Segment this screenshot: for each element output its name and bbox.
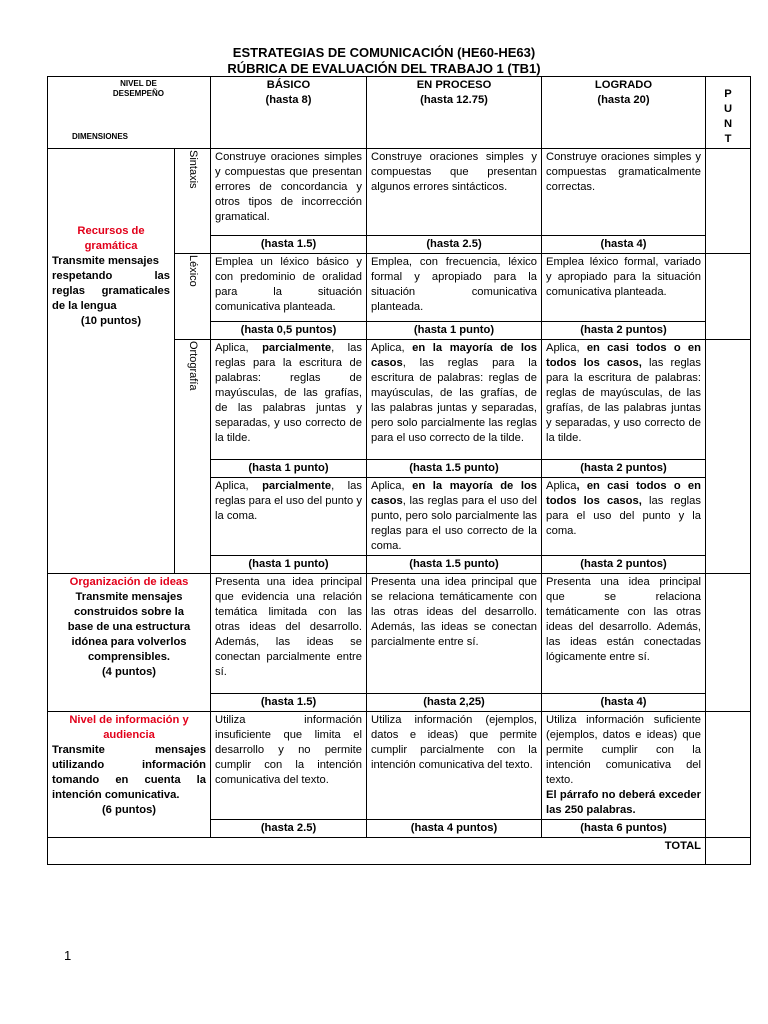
sintaxis-row — [48, 149, 751, 236]
ortografia-1-basico: Aplica, parcialmente, las reglas para la escritura de palabras: reglas de mayúsculas, de las grafías, de las palabras juntas y separadas, y uso correcto de la tilde. — [211, 340, 367, 460]
organizacion-row — [48, 574, 751, 694]
rubric-table — [47, 76, 751, 865]
header-row — [48, 77, 751, 149]
page-number: 1 — [64, 948, 72, 963]
level-logrado-header: LOGRADO (hasta 20) — [542, 77, 706, 149]
organizacion-proceso: Presenta una idea principal que se relaciona temáticamente con las otras ideas del desarrollo. Además, las ideas se conectan parcialmente entre sí. — [367, 574, 542, 694]
lexico-proceso: Emplea, con frecuencia, léxico formal y apropiado para la situación comunicativa planteada. — [367, 254, 542, 322]
informacion-pts-logrado: (hasta 6 puntos) — [542, 820, 706, 838]
ortografia-1-pts-logrado: (hasta 2 puntos) — [542, 460, 706, 478]
organizacion-score — [706, 574, 751, 712]
sintaxis-basico: Construye oraciones simples y compuestas que presentan errores de concordancia y otros tipos de incorrección gramatical. — [211, 149, 367, 236]
sintaxis-score — [706, 149, 751, 254]
puntaje-header: P U N T — [706, 77, 751, 149]
total-score — [706, 838, 751, 865]
dimension-nivel-informacion: Nivel de información y audiencia Transmite mensajes utilizando información tomando en cuenta la intención comunicativa. (6 puntos) — [48, 712, 211, 838]
dimension-recursos-gramatica: Recursos de gramática Transmite mensajes respetando las reglas gramaticales de la lengua (10 puntos) — [48, 149, 175, 574]
ortografia-2-pts-logrado: (hasta 2 puntos) — [542, 556, 706, 574]
organizacion-basico: Presenta una idea principal que evidencia una relación temática limitada con las otras ideas del desarrollo. Además, las ideas se conectan parcialmente entre sí. — [211, 574, 367, 694]
lexico-basico: Emplea un léxico básico y con predominio de oralidad para la situación comunicativa planteada. — [211, 254, 367, 322]
informacion-proceso: Utiliza información (ejemplos, datos e ideas) que permite cumplir parcialmente con la intención comunicativa del texto. — [367, 712, 542, 820]
lexico-pts-logrado: (hasta 2 puntos) — [542, 322, 706, 340]
document-title-line1: ESTRATEGIAS DE COMUNICACIÓN (HE60-HE63) — [232, 45, 536, 60]
sintaxis-pts-logrado: (hasta 4) — [542, 236, 706, 254]
ortografia-score — [706, 340, 751, 574]
subdim-ortografia: Ortografía — [175, 340, 211, 574]
ortografia-1-proceso: Aplica, en la mayoría de los casos, las reglas para la escritura de palabras: reglas de mayúsculas, de las grafías, de las palabras juntas y separadas, pero solo parcialmente las reglas para el uso correcto de la tilde. — [367, 340, 542, 460]
sintaxis-pts-proceso: (hasta 2.5) — [367, 236, 542, 254]
ortografia-2-proceso: Aplica, en la mayoría de los casos, las reglas para el uso del punto, pero solo parcialmente las reglas para el uso correcto de la coma. — [367, 478, 542, 556]
organizacion-pts-basico: (hasta 1.5) — [211, 694, 367, 712]
subdim-sintaxis: Sintaxis — [175, 149, 211, 254]
ortografia-1-logrado: Aplica, en casi todos o en todos los casos, las reglas para la escritura de palabras: reglas de mayúsculas, de las grafías, de las palabras juntas y separadas, y uso correcto de la tilde. — [542, 340, 706, 460]
subdim-lexico: Léxico — [175, 254, 211, 340]
ortografia-2-pts-basico: (hasta 1 punto) — [211, 556, 367, 574]
lexico-pts-basico: (hasta 0,5 puntos) — [211, 322, 367, 340]
informacion-basico: Utiliza información insuficiente que limita el desarrollo y no permite cumplir con la intención comunicativa del texto. — [211, 712, 367, 820]
ortografia-2-pts-proceso: (hasta 1.5 punto) — [367, 556, 542, 574]
sintaxis-logrado: Construye oraciones simples y compuestas gramaticalmente correctas. — [542, 149, 706, 236]
informacion-logrado: Utiliza información suficiente (ejemplos, datos e ideas) que permite cumplir con la intención comunicativa del texto. El párrafo no deberá exceder las 250 palabras. — [542, 712, 706, 820]
ortografia-2-logrado: Aplica, en casi todos o en todos los casos, las reglas para el uso del punto y la coma. — [542, 478, 706, 556]
organizacion-pts-logrado: (hasta 4) — [542, 694, 706, 712]
nivel-desempeno-label: NIVEL DE DESEMPEÑO — [112, 79, 164, 98]
sintaxis-pts-basico: (hasta 1.5) — [211, 236, 367, 254]
corner-cell — [48, 77, 211, 149]
lexico-score — [706, 254, 751, 340]
dimension-organizacion-ideas: Organización de ideas Transmite mensajes construidos sobre la base de una estructura idónea para volverlos comprensibles. (4 puntos) — [48, 574, 211, 712]
level-basico-header: BÁSICO (hasta 8) — [211, 77, 367, 149]
sintaxis-proceso: Construye oraciones simples y compuestas que presentan algunos errores sintácticos. — [367, 149, 542, 236]
document-title-line2: RÚBRICA DE EVALUACIÓN DEL TRABAJO 1 (TB1) — [227, 61, 541, 76]
level-proceso-header: EN PROCESO (hasta 12.75) — [367, 77, 542, 149]
ortografia-1-pts-proceso: (hasta 1.5 punto) — [367, 460, 542, 478]
total-row — [48, 838, 751, 865]
organizacion-pts-proceso: (hasta 2,25) — [367, 694, 542, 712]
ortografia-1-pts-basico: (hasta 1 punto) — [211, 460, 367, 478]
organizacion-logrado: Presenta una idea principal que se relaciona temáticamente con las otras ideas del desarrollo. Además, las ideas están conectadas lógicamente entre sí. — [542, 574, 706, 694]
informacion-pts-proceso: (hasta 4 puntos) — [367, 820, 542, 838]
informacion-row — [48, 712, 751, 820]
informacion-pts-basico: (hasta 2.5) — [211, 820, 367, 838]
ortografia-2-basico: Aplica, parcialmente, las reglas para el uso del punto y la coma. — [211, 478, 367, 556]
total-label: TOTAL — [48, 838, 706, 865]
dimensiones-label: DIMENSIONES — [72, 132, 129, 141]
lexico-pts-proceso: (hasta 1 punto) — [367, 322, 542, 340]
lexico-logrado: Emplea léxico formal, variado y apropiado para la situación comunicativa planteada. — [542, 254, 706, 322]
informacion-score — [706, 712, 751, 838]
